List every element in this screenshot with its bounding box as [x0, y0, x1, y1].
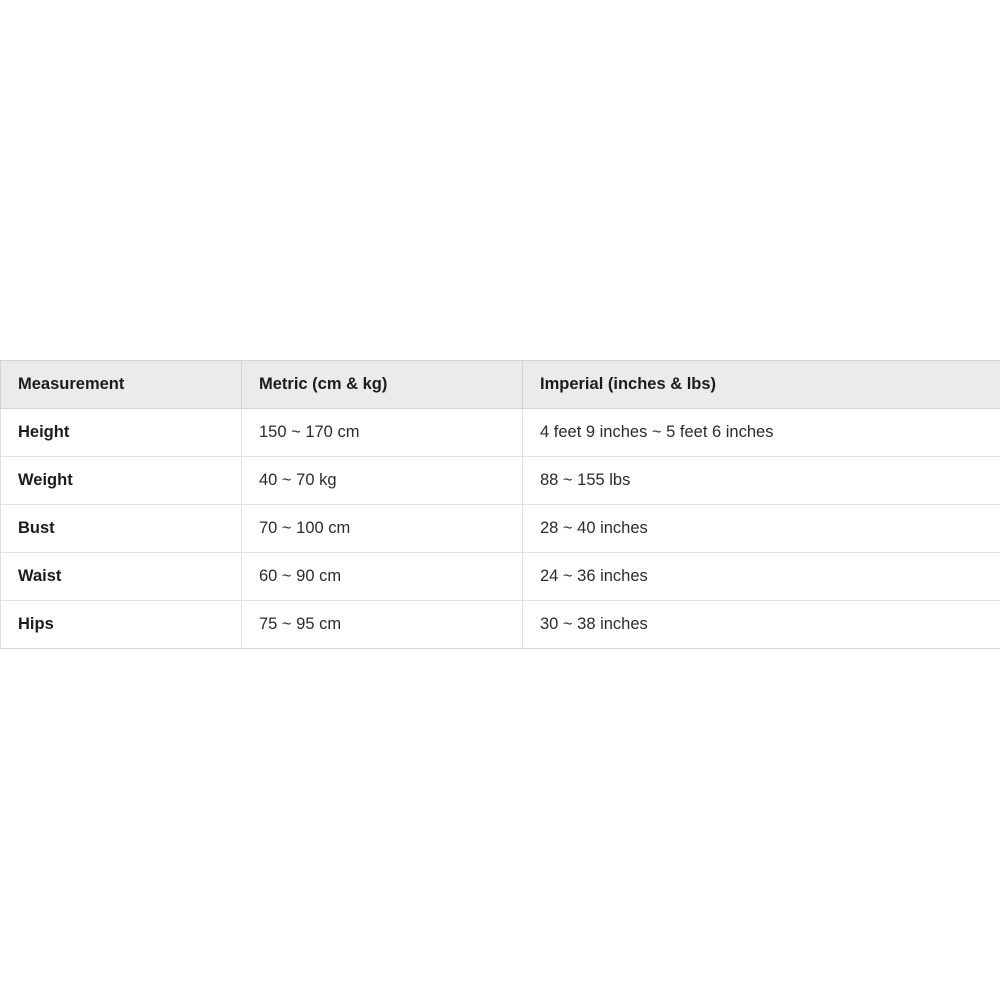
table-row — [1, 553, 1000, 601]
cell-measurement: Hips — [1, 601, 242, 649]
cell-measurement: Bust — [1, 505, 242, 553]
cell-measurement: Height — [1, 409, 242, 457]
cell-metric: 60 ~ 90 cm — [242, 553, 523, 601]
cell-metric: 75 ~ 95 cm — [242, 601, 523, 649]
column-header-imperial: Imperial (inches & lbs) — [523, 361, 1000, 409]
table-row — [1, 505, 1000, 553]
table-row — [1, 409, 1000, 457]
measurement-table — [0, 360, 1000, 649]
table-row — [1, 601, 1000, 649]
cell-imperial: 28 ~ 40 inches — [523, 505, 1000, 553]
cell-metric: 70 ~ 100 cm — [242, 505, 523, 553]
cell-imperial: 88 ~ 155 lbs — [523, 457, 1000, 505]
column-header-measurement: Measurement — [1, 361, 242, 409]
cell-imperial: 24 ~ 36 inches — [523, 553, 1000, 601]
cell-measurement: Weight — [1, 457, 242, 505]
cell-metric: 150 ~ 170 cm — [242, 409, 523, 457]
table-header — [1, 361, 1000, 409]
cell-imperial: 30 ~ 38 inches — [523, 601, 1000, 649]
cell-metric: 40 ~ 70 kg — [242, 457, 523, 505]
table-body — [1, 409, 1000, 649]
table-header-row — [1, 361, 1000, 409]
cell-measurement: Waist — [1, 553, 242, 601]
cell-imperial: 4 feet 9 inches ~ 5 feet 6 inches — [523, 409, 1000, 457]
column-header-metric: Metric (cm & kg) — [242, 361, 523, 409]
table-row — [1, 457, 1000, 505]
measurement-table-container — [0, 360, 1000, 649]
